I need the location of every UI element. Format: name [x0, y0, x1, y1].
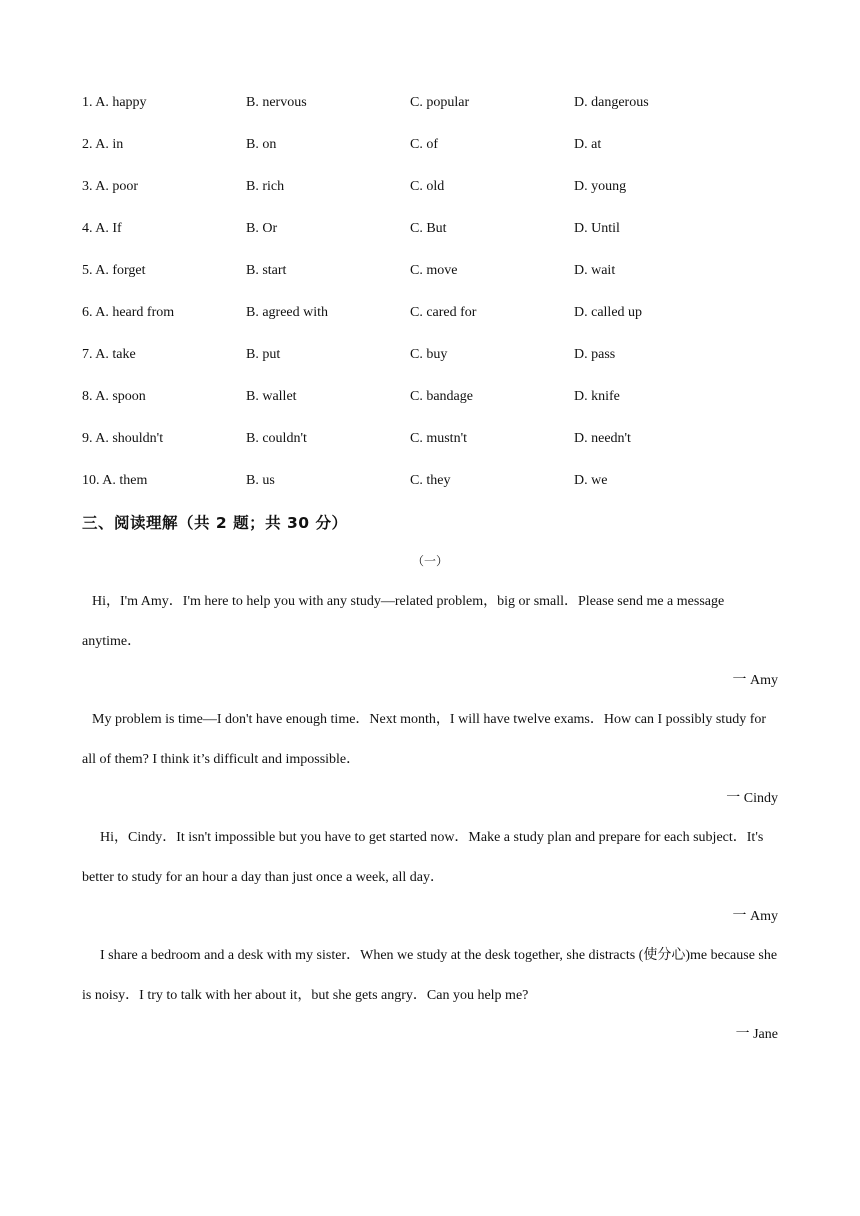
option-a: 7. A. take: [82, 347, 136, 362]
question-row-10: [82, 470, 802, 512]
question-row-5: [82, 260, 802, 302]
message-paragraph: My problem is time—I don't have enough time．Next month，I will have twelve exams．How can I possibly study for all of them? I think it’s difficult and impossible．: [82, 712, 767, 767]
question-row-8: [82, 386, 802, 428]
question-row-6: [82, 302, 802, 344]
option-d: D. at: [574, 137, 602, 152]
option-c: C. bandage: [410, 389, 473, 404]
question-row-3: [82, 176, 802, 218]
message-paragraph: Hi，Cindy．It isn't impossible but you have to get started now．Make a study plan and prepare for each subject．It's better to study for an hour a day than just once a week, all day．: [82, 830, 764, 885]
message-signature: 一 Jane: [735, 1027, 778, 1042]
message-paragraph: Hi，I'm Amy．I'm here to help you with any study—related problem，big or small．Please send me a message anytime．: [82, 594, 725, 649]
option-d: D. Until: [574, 221, 620, 236]
option-d: D. needn't: [574, 431, 631, 446]
option-a: 1. A. happy: [82, 95, 147, 110]
option-b: B. nervous: [246, 95, 307, 110]
option-d: D. knife: [574, 389, 620, 404]
option-b: B. wallet: [246, 389, 297, 404]
option-d: D. young: [574, 179, 627, 194]
option-a: 2. A. in: [82, 137, 124, 152]
option-b: B. us: [246, 473, 275, 488]
option-d: D. wait: [574, 263, 616, 278]
option-b: B. Or: [246, 221, 278, 236]
option-d: D. dangerous: [574, 95, 649, 110]
option-c: C. mustn't: [410, 431, 467, 446]
option-c: C. But: [410, 221, 447, 236]
option-b: B. rich: [246, 179, 285, 194]
option-c: C. of: [410, 137, 438, 152]
answer-options: [82, 92, 802, 512]
option-b: B. put: [246, 347, 281, 362]
option-a: 8. A. spoon: [82, 389, 146, 404]
option-a: 6. A. heard from: [82, 305, 175, 320]
passage-number: （一）: [411, 554, 448, 568]
option-c: C. they: [410, 473, 451, 488]
option-b: B. agreed with: [246, 305, 329, 320]
question-row-7: [82, 344, 802, 386]
option-d: D. pass: [574, 347, 616, 362]
option-a: 4. A. If: [82, 221, 122, 236]
option-a: 10. A. them: [82, 473, 148, 488]
option-b: B. on: [246, 137, 277, 152]
message-paragraph: I share a bedroom and a desk with my sister．When we study at the desk together, she distracts (使分心)me because she is noisy．I try to talk with her about it，but she gets angry．Can you help me?: [82, 948, 778, 1003]
option-a: 5. A. forget: [82, 263, 146, 278]
option-d: D. we: [574, 473, 608, 488]
message-signature: 一 Cindy: [726, 791, 778, 806]
option-d: D. called up: [574, 305, 643, 320]
option-c: C. move: [410, 263, 458, 278]
message-signature: 一 Amy: [732, 909, 778, 924]
option-b: B. start: [246, 263, 287, 278]
message-signature: 一 Amy: [732, 673, 778, 688]
question-row-1: [82, 92, 802, 134]
option-c: C. popular: [410, 95, 470, 110]
section-heading: 三、阅读理解（共 2 题；共 30 分）: [82, 514, 348, 532]
option-b: B. couldn't: [246, 431, 307, 446]
option-a: 3. A. poor: [82, 179, 138, 194]
question-row-4: [82, 218, 802, 260]
option-a: 9. A. shouldn't: [82, 431, 164, 446]
option-c: C. cared for: [410, 305, 477, 320]
option-c: C. old: [410, 179, 445, 194]
option-c: C. buy: [410, 347, 448, 362]
question-row-2: [82, 134, 802, 176]
question-row-9: [82, 428, 802, 470]
